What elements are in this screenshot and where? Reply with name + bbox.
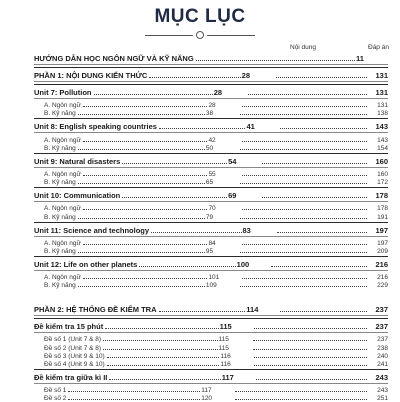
dot-leader: [122, 196, 227, 198]
dot-leader: [83, 243, 208, 245]
toc-subentry[interactable]: [34, 343, 388, 351]
divider: [34, 270, 388, 271]
dot-leader: [107, 364, 220, 366]
toc-part-1: [34, 53, 388, 289]
dot-leader: [83, 140, 208, 142]
entry-label: Đề kiểm tra 15 phút: [34, 322, 104, 332]
entry-label: B. Kỹ năng: [44, 110, 76, 118]
dot-leader: [248, 93, 367, 95]
content-page-number: 28: [213, 88, 223, 97]
content-page-number: 83: [242, 225, 251, 235]
entry-label: B. Kỹ năng: [44, 282, 76, 290]
answer-page-number: 178: [377, 205, 388, 213]
entry-label: B. Kỹ năng: [44, 247, 76, 255]
content-page-number: 42: [208, 136, 216, 144]
toc-entry[interactable]: [34, 304, 388, 314]
divider: [34, 84, 388, 85]
content-page-number: 38: [205, 110, 214, 118]
dot-leader: [78, 217, 205, 219]
divider: [34, 64, 388, 65]
dot-leader: [253, 348, 367, 350]
answer-page-number: 143: [377, 136, 388, 144]
dot-leader: [240, 251, 367, 253]
content-page-number: 95: [205, 247, 214, 255]
toc-subentry[interactable]: [34, 239, 388, 247]
content-page-number: 116: [220, 352, 231, 360]
content-page-number: 55: [208, 170, 216, 178]
content-page-number: 11: [356, 54, 364, 63]
answer-page-number: 229: [377, 282, 388, 290]
dot-leader: [196, 59, 355, 61]
toc-subentry[interactable]: [34, 273, 388, 281]
entry-label: HƯỚNG DẪN HỌC NGÔN NGỮ VÀ KỸ NĂNG: [34, 54, 194, 63]
toc-entry[interactable]: [34, 53, 388, 63]
entry-label: B. Kỹ năng: [44, 179, 76, 187]
answer-page-number: 197: [375, 225, 388, 235]
entry-label: B. Kỹ năng: [44, 144, 76, 152]
dot-leader: [103, 339, 217, 341]
content-page-number: 84: [208, 239, 216, 247]
column-header-content: Nội dung: [290, 44, 317, 51]
answer-page-number: 172: [377, 179, 388, 187]
content-page-number: 115: [219, 322, 232, 332]
divider: [34, 118, 388, 119]
answer-page-number: 154: [377, 144, 388, 152]
entry-label: Đề số 4 (Unit 9 & 10): [44, 361, 105, 368]
content-page-number: 115: [218, 336, 229, 344]
content-page-number: 114: [246, 305, 259, 315]
divider: [34, 201, 388, 202]
answer-page-number: 191: [377, 213, 388, 221]
dot-leader: [149, 76, 240, 78]
answer-page-number: 197: [377, 239, 388, 247]
dot-leader: [235, 390, 367, 392]
entry-label: Đề số 1 (Unit 7 & 8): [44, 336, 102, 344]
answer-page-number: 209: [377, 247, 388, 255]
content-page-number: 115: [218, 344, 229, 352]
page-title: MỤC LỤC: [154, 6, 246, 27]
toc-entry[interactable]: [34, 121, 388, 131]
toc-subentry[interactable]: [34, 247, 388, 255]
entry-label: PHẦN 1: NỘI DUNG KIẾN THỨC: [34, 71, 148, 80]
content-page-number: 28: [208, 102, 216, 110]
dot-leader: [254, 327, 367, 329]
answer-page-number: 216: [375, 259, 388, 269]
toc-entry[interactable]: [34, 70, 388, 80]
content-page-number: 70: [208, 205, 216, 213]
toc-subentry[interactable]: [34, 178, 388, 186]
content-page-number: 120: [201, 395, 213, 402]
toc-subentry[interactable]: [34, 352, 388, 360]
dot-leader: [78, 285, 205, 287]
dot-leader: [109, 378, 220, 380]
dot-leader: [103, 348, 217, 350]
divider: [34, 369, 388, 370]
answer-page-number: 238: [377, 344, 389, 352]
toc-subentry[interactable]: [34, 394, 388, 402]
answer-page-number: 243: [375, 373, 389, 382]
divider: [34, 318, 388, 319]
dot-leader: [83, 277, 208, 279]
toc-subentry[interactable]: [34, 281, 388, 289]
toc-entry[interactable]: [34, 372, 388, 382]
divider: [34, 187, 388, 188]
entry-label: B. Kỹ năng: [44, 213, 76, 221]
toc-subentry[interactable]: [34, 135, 388, 143]
content-page-number: 101: [208, 274, 220, 282]
dot-leader: [242, 174, 367, 176]
dot-leader: [78, 182, 205, 184]
divider: [34, 167, 388, 168]
divider: [34, 256, 388, 257]
divider: [34, 67, 388, 68]
answer-page-number: 241: [377, 361, 389, 368]
answer-page-number: 216: [377, 274, 388, 282]
toc-entry[interactable]: [34, 156, 388, 166]
toc-subentry[interactable]: [34, 170, 388, 178]
content-page-number: 50: [205, 144, 214, 152]
column-header-answers: Đáp án: [368, 44, 389, 51]
divider: [34, 81, 388, 82]
dot-leader: [107, 356, 220, 358]
dot-leader: [242, 105, 367, 107]
answer-page-number: 160: [375, 156, 388, 166]
entry-label: A. Ngôn ngữ: [44, 205, 81, 213]
content-page-number: 79: [205, 213, 214, 221]
answer-page-number: 143: [375, 122, 388, 132]
dot-leader: [280, 127, 367, 129]
answer-page-number: 237: [375, 305, 389, 315]
divider: [34, 153, 388, 154]
dot-leader: [94, 93, 213, 95]
toc-entry[interactable]: [34, 87, 388, 97]
dot-leader: [256, 378, 367, 380]
dot-leader: [139, 265, 235, 267]
answer-page-number: 131: [375, 88, 388, 97]
title-ornament-icon: [145, 31, 255, 41]
content-page-number: 28: [241, 71, 250, 80]
answer-page-number: 251: [377, 395, 388, 402]
dot-leader: [242, 140, 367, 142]
entry-label: Đề số 2 (Unit 7 & 8): [44, 344, 102, 352]
answer-page-number: 240: [377, 352, 389, 360]
toc-subentry[interactable]: [34, 204, 388, 212]
entry-label: A. Ngôn ngữ: [44, 274, 81, 282]
answer-page-number: 160: [377, 170, 388, 178]
entry-label: A. Ngôn ngữ: [44, 102, 81, 110]
divider: [34, 132, 388, 133]
dot-leader: [83, 105, 208, 107]
dot-leader: [242, 277, 367, 279]
toc-subentry[interactable]: [34, 386, 388, 394]
entry-label: Unit 8: English speaking countries: [34, 122, 157, 132]
divider: [34, 315, 388, 316]
entry-label: Unit 11: Science and technology: [34, 225, 150, 235]
entry-label: A. Ngôn ngữ: [44, 136, 81, 144]
dot-leader: [254, 364, 367, 366]
toc-part-2: [34, 304, 388, 402]
entry-label: Đề số 2: [44, 395, 67, 402]
content-page-number: 109: [205, 282, 217, 290]
toc-list: [34, 52, 388, 402]
dot-leader: [78, 113, 205, 115]
content-page-number: 65: [205, 179, 214, 187]
entry-label: Đề số 1: [44, 387, 67, 395]
content-page-number: 54: [228, 156, 237, 166]
dot-leader: [240, 113, 367, 115]
content-page-number: 117: [221, 373, 234, 382]
answer-page-number: 243: [377, 387, 388, 395]
divider: [34, 222, 388, 223]
divider: [34, 383, 388, 384]
dot-leader: [240, 182, 367, 184]
dot-leader: [122, 162, 227, 164]
entry-label: A. Ngôn ngữ: [44, 239, 81, 247]
dot-leader: [276, 76, 367, 78]
entry-label: Unit 12: Life on other planets: [34, 259, 138, 269]
dot-leader: [83, 208, 208, 210]
answer-page-number: 237: [375, 322, 389, 332]
answer-page-number: 237: [377, 336, 389, 344]
toc-entry[interactable]: [34, 190, 388, 200]
dot-leader: [254, 356, 367, 358]
dot-leader: [159, 310, 246, 312]
toc-subentry[interactable]: [34, 335, 388, 343]
dot-leader: [151, 231, 241, 233]
content-page-number: 116: [220, 361, 231, 368]
dot-leader: [68, 390, 200, 392]
dot-leader: [240, 217, 367, 219]
dot-leader: [242, 243, 367, 245]
entry-label: Đề số 3 (Unit 9 & 10): [44, 352, 105, 360]
entry-label: Unit 10: Communication: [34, 191, 121, 201]
dot-leader: [78, 251, 205, 253]
toc-subentry[interactable]: [34, 212, 388, 220]
toc-subentry[interactable]: [34, 101, 388, 109]
divider: [34, 332, 388, 333]
entry-label: PHẦN 2: HỆ THỐNG ĐỀ KIỂM TRA: [34, 305, 157, 315]
answer-page-number: 178: [375, 191, 389, 201]
dot-leader: [235, 398, 367, 400]
dot-leader: [271, 265, 367, 267]
content-page-number: 41: [246, 122, 255, 132]
answer-page-number: 131: [375, 71, 388, 80]
entry-label: Đề kiểm tra giữa kì II: [34, 373, 108, 382]
dot-leader: [242, 208, 367, 210]
entry-label: Unit 9: Natural disasters: [34, 156, 121, 166]
content-page-number: 117: [201, 387, 212, 395]
toc-subentry[interactable]: [34, 360, 388, 368]
dot-leader: [105, 327, 218, 329]
dot-leader: [253, 339, 367, 341]
entry-label: A. Ngôn ngữ: [44, 170, 81, 178]
toc-entry[interactable]: [34, 321, 388, 331]
dot-leader: [262, 162, 367, 164]
dot-leader: [262, 196, 367, 198]
divider: [34, 236, 388, 237]
entry-label: Unit 7: Pollution: [34, 88, 92, 97]
toc-entry[interactable]: [34, 259, 388, 269]
dot-leader: [240, 148, 367, 150]
content-page-number: 69: [228, 191, 237, 201]
toc-subentry[interactable]: [34, 109, 388, 117]
toc-entry[interactable]: [34, 225, 388, 235]
dot-leader: [159, 127, 246, 129]
divider: [34, 98, 388, 99]
dot-leader: [240, 285, 367, 287]
dot-leader: [68, 398, 200, 400]
answer-page-number: 131: [377, 102, 388, 110]
dot-leader: [277, 231, 367, 233]
content-page-number: 100: [236, 259, 250, 269]
answer-page-number: 138: [377, 110, 388, 118]
dot-leader: [280, 310, 367, 312]
dot-leader: [78, 148, 205, 150]
toc-subentry[interactable]: [34, 144, 388, 152]
dot-leader: [83, 174, 208, 176]
